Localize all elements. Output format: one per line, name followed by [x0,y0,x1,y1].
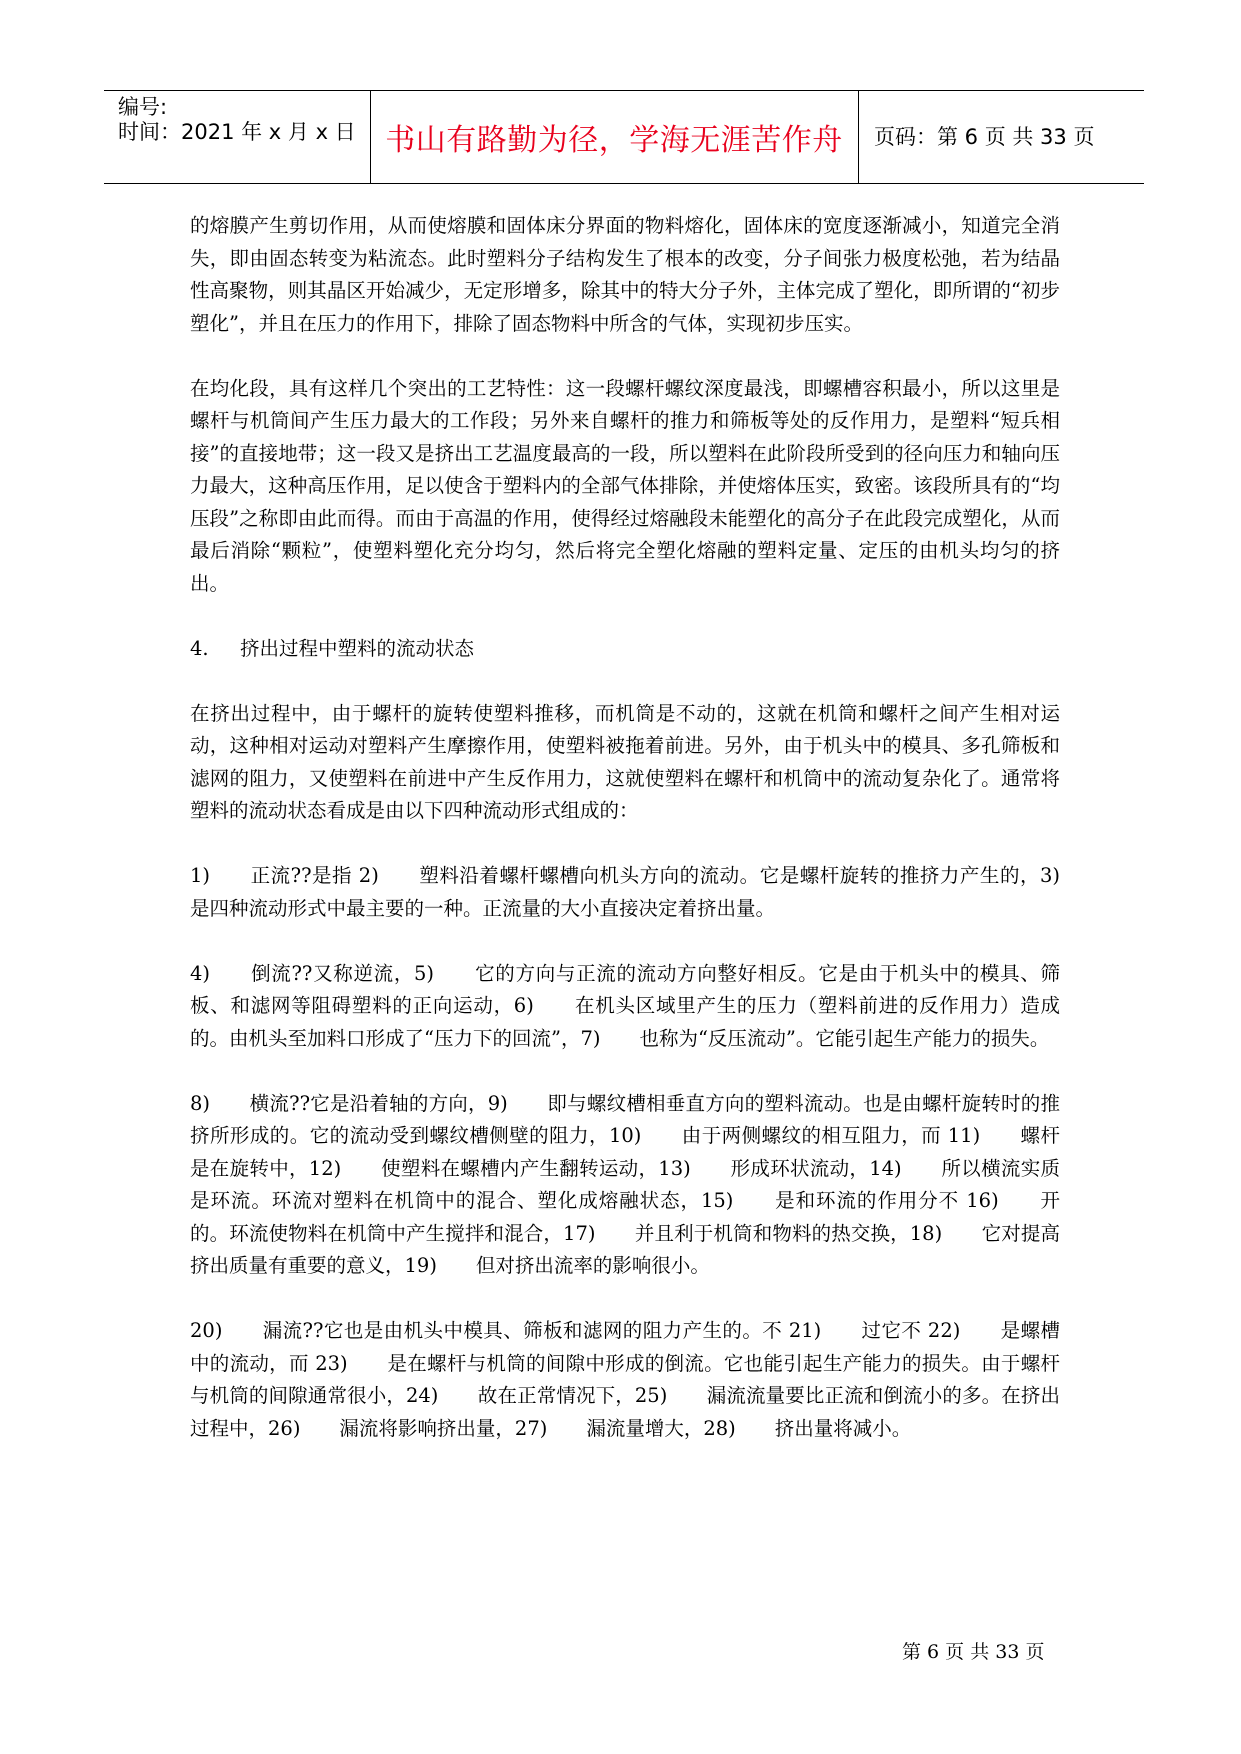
paragraph-metering-section: 在均化段，具有这样几个突出的工艺特性：这一段螺杆螺纹深度最浅，即螺槽容积最小，所以这里是螺杆与机筒间产生压力最大的工作段；另外来自螺杆的推力和筛板等处的反作用力，是塑料“短兵相接”的直接地带；这一段又是挤出工艺温度最高的一段，所以塑料在此阶段所受到的径向压力和轴向压力最大，这种高压作用，足以使含于塑料内的全部气体排除，并使熔体压实，致密。该段所具有的“均压段”之称即由此而得。而由于高温的作用，使得经过熔融段未能塑化的高分子在此段完成塑化，从而最后消除“颗粒”，使塑料塑化充分均匀，然后将完全塑化熔融的塑料定量、定压的由机头均匀的挤出。 [190,376,1060,595]
header-middle-cell [370,91,859,183]
section-title: 挤出过程中塑料的流动状态 [240,636,475,660]
page-footer: 第 6 页 共 33 页 [902,1641,1045,1663]
paragraph-leakage-flow: 20) 漏流??它也是由机头中模具、筛板和滤网的阻力产生的。不 21) 过它不 22) 是螺槽中的流动，而 23) 是在螺杆与机筒的间隙中形成的倒流。它也能引起生产能力的损失。由于螺杆与机筒的间隙通常很小，24) 故在正常情况下，25) 漏流流量要比正流和倒流小的多。在挤出过程中，26) 漏流将影响挤出量，27) 漏流量增大，28) 挤出量将减小。 [190,1319,1060,1440]
section-number: 4. [190,636,209,660]
paragraph-transverse-flow: 8) 横流??它是沿着轴的方向，9) 即与螺纹槽相垂直方向的塑料流动。也是由螺杆旋转时的推挤所形成的。它的流动受到螺纹槽侧壁的阻力，10) 由于两侧螺纹的相互阻力，而 11) 螺杆是在旋转中，12) 使塑料在螺槽内产生翻转运动，13) 形成环状流动，14) 所以横流实质是环流。环流对塑料在机筒中的混合、塑化成熔融状态，15) 是和环流的作用分不 16) 开的。环流使物料在机筒中产生搅拌和混合，17) 并且利于机筒和物料的热交换，18) 它对提高挤出质量有重要的意义，19) 但对挤出流率的影响很小。 [190,1091,1060,1277]
document-time-label: 时间：2021 年 x 月 x 日 [118,120,356,144]
section-heading [190,633,1060,666]
paragraph-drag-flow: 1) 正流??是指 2) 塑料沿着螺杆螺槽向机头方向的流动。它是螺杆旋转的推挤力产生的，3) 是四种流动形式中最主要的一种。正流量的大小直接决定着挤出量。 [190,864,1100,920]
paragraph-melting-section: 的熔膜产生剪切作用，从而使熔膜和固体床分界面的物料熔化，固体床的宽度逐渐减小，知道完全消失，即由固态转变为粘流态。此时塑料分子结构发生了根本的改变，分子间张力极度松弛，若为结晶性高聚物，则其晶区开始减少，无定形增多，除其中的特大分子外，主体完成了塑化，即所谓的“初步塑化”，并且在压力的作用下，排除了固态物料中所含的气体，实现初步压实。 [190,214,1060,335]
header-right-cell [860,91,1144,183]
page-header [104,90,1144,184]
header-left-cell [104,91,371,183]
document-number-label: 编号: [118,95,168,119]
header-page-label: 页码：第 6 页 共 33 页 [874,125,1095,149]
document-body [190,210,1100,1478]
paragraph-flow-intro: 在挤出过程中，由于螺杆的旋转使塑料推移，而机筒是不动的，这就在机筒和螺杆之间产生相对运动，这种相对运动对塑料产生摩擦作用，使塑料被拖着前进。另外，由于机头中的模具、多孔筛板和滤网的阻力，又使塑料在前进中产生反作用力，这就使塑料在螺杆和机筒中的流动复杂化了。通常将塑料的流动状态看成是由以下四种流动形式组成的： [190,701,1060,822]
paragraph-pressure-flow: 4) 倒流??又称逆流，5) 它的方向与正流的流动方向整好相反。它是由于机头中的模具、筛板、和滤网等阻碍塑料的正向运动，6) 在机头区域里产生的压力（塑料前进的反作用力）造成的。由机头至加料口形成了“压力下的回流”，7) 也称为“反压流动”。它能引起生产能力的损失。 [190,961,1060,1050]
header-motto: 书山有路勤为径，学海无涯苦作舟 [385,123,843,158]
